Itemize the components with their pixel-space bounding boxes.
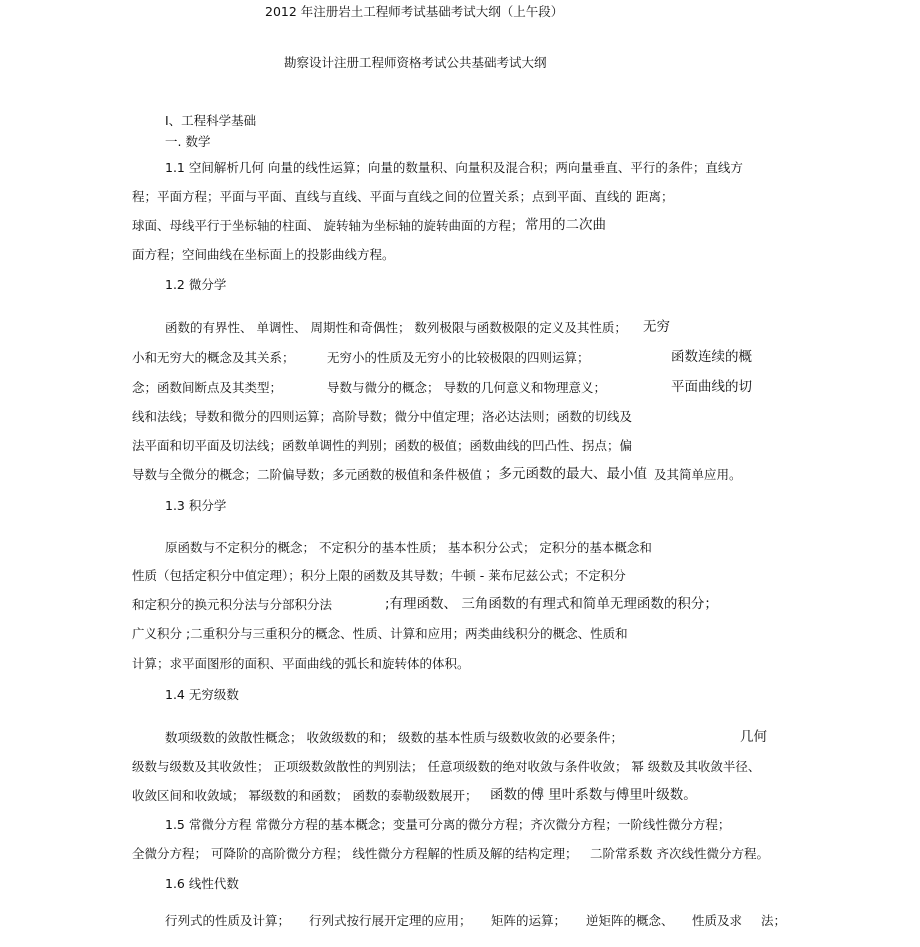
section-1-3-p2: 性质（包括定积分中值定理）；积分上限的函数及其导数；牛顿 - 莱布尼兹公式；不定积分	[132, 568, 626, 583]
section-1-6-p1c: 矩阵的运算；	[491, 913, 567, 928]
section-1-4-p2: 级数与级数及其收敛性； 正项级数敛散性的判别法； 任意项级数的绝对收敛与条件收敛； 幂 级数及其收敛半径、	[132, 759, 761, 774]
section-1-2-p5: 法平面和切平面及切法线；函数单调性的判别；函数的极值；函数曲线的凹凸性、拐点；偏	[132, 438, 633, 453]
section-1-5-p2b: 二阶常系数 齐次线性微分方程。	[590, 846, 769, 861]
section-1-2-p2c: 函数连续的概	[671, 349, 752, 365]
section-1-6-p1a: 行列式的性质及计算；	[165, 913, 291, 928]
document-title: 2012 年注册岩土工程师考试基础考试大纲（上午段）	[265, 4, 564, 19]
section-1-2-p1b: 无穷	[643, 319, 670, 335]
section-1-2-p2a: 小和无穷大的概念及其关系；	[132, 350, 295, 365]
section-1-1-line-2: 程；平面方程；平面与平面、直线与直线、平面与直线之间的位置关系；点到平面、直线的 距离；	[132, 189, 674, 204]
section-1-6-p1e: 性质及求	[692, 913, 743, 928]
section-1-3-p3b: ;有理函数、 三角函数的有理式和简单无理函数的积分；	[385, 596, 718, 612]
chapter-heading: 一. 数学	[165, 134, 211, 149]
section-1-3-p1: 原函数与不定积分的概念； 不定积分的基本性质； 基本积分公式； 定积分的基本概念和	[165, 540, 652, 555]
section-1-4-p1a: 数项级数的敛散性概念； 收敛级数的和； 级数的基本性质与级数收敛的必要条件；	[165, 730, 623, 745]
section-1-2-p3b: 导数与微分的概念； 导数的几何意义和物理意义；	[327, 380, 606, 395]
document-subtitle: 勘察设计注册工程师资格考试公共基础考试大纲	[284, 55, 547, 70]
section-1-4-p3b: 函数的傅 里叶系数与傅里叶级数。	[490, 787, 697, 803]
section-1-2-p4: 线和法线；导数和微分的四则运算；高阶导数；微分中值定理；洛必达法则；函数的切线及	[132, 409, 633, 424]
section-1-6-p1b: 行列式按行展开定理的应用；	[309, 913, 472, 928]
section-1-2-p2b: 无穷小的性质及无穷小的比较极限的四则运算；	[327, 350, 590, 365]
section-1-4-p3a: 收敛区间和收敛域； 幂级数的和函数； 函数的泰勒级数展开；	[132, 788, 478, 803]
section-1-6-p1d: 逆矩阵的概念、	[586, 913, 674, 928]
section-1-2-p3a: 念；函数间断点及其类型；	[132, 380, 283, 395]
section-1-6-p1f: 法；	[761, 913, 787, 928]
section-1-5-p1: 1.5 常微分方程 常微分方程的基本概念；变量可分离的微分方程；齐次微分方程；一阶线性微分方程；	[165, 817, 731, 832]
section-1-5-p2a: 全微分方程； 可降阶的高阶微分方程； 线性微分方程解的性质及解的结构定理；	[132, 846, 578, 861]
section-1-2-p6b: ；多元函数的最大、最小值	[485, 466, 647, 482]
section-1-2-p6a: 导数与全微分的概念；二阶偏导数；多元函数的极值和条件极值	[132, 467, 483, 482]
section-1-2-heading: 1.2 微分学	[165, 277, 227, 292]
section-1-6-heading: 1.6 线性代数	[165, 876, 239, 891]
section-1-4-p1b: 几何	[740, 729, 767, 745]
section-1-2-p1a: 函数的有界性、 单调性、 周期性和奇偶性； 数列极限与函数极限的定义及其性质；	[165, 320, 627, 335]
section-1-3-p3a: 和定积分的换元积分法与分部积分法	[132, 597, 333, 612]
section-1-3-heading: 1.3 积分学	[165, 498, 227, 513]
section-1-2-p3c: 平面曲线的切	[671, 379, 752, 395]
section-1-1-line-3a: 球面、母线平行于坐标轴的柱面、 旋转轴为坐标轴的旋转曲面的方程；	[132, 218, 524, 233]
section-1-3-p4: 广义积分 ;二重积分与三重积分的概念、性质、计算和应用；两类曲线积分的概念、性质和	[132, 626, 628, 641]
section-1-1-line-1: 1.1 空间解析几何 向量的线性运算；向量的数量积、向量积及混合积；两向量垂直、平行的条件；直线方	[165, 160, 743, 175]
section-1-1-line-4: 面方程；空间曲线在坐标面上的投影曲线方程。	[132, 247, 395, 262]
section-1-4-heading: 1.4 无穷级数	[165, 687, 239, 702]
section-1-2-p6c: 及其简单应用。	[654, 467, 742, 482]
part-heading: Ⅰ、工程科学基础	[165, 113, 257, 128]
section-1-1-line-3b: 常用的二次曲	[525, 217, 606, 233]
section-1-3-p5: 计算；求平面图形的面积、平面曲线的弧长和旋转体的体积。	[132, 656, 470, 671]
